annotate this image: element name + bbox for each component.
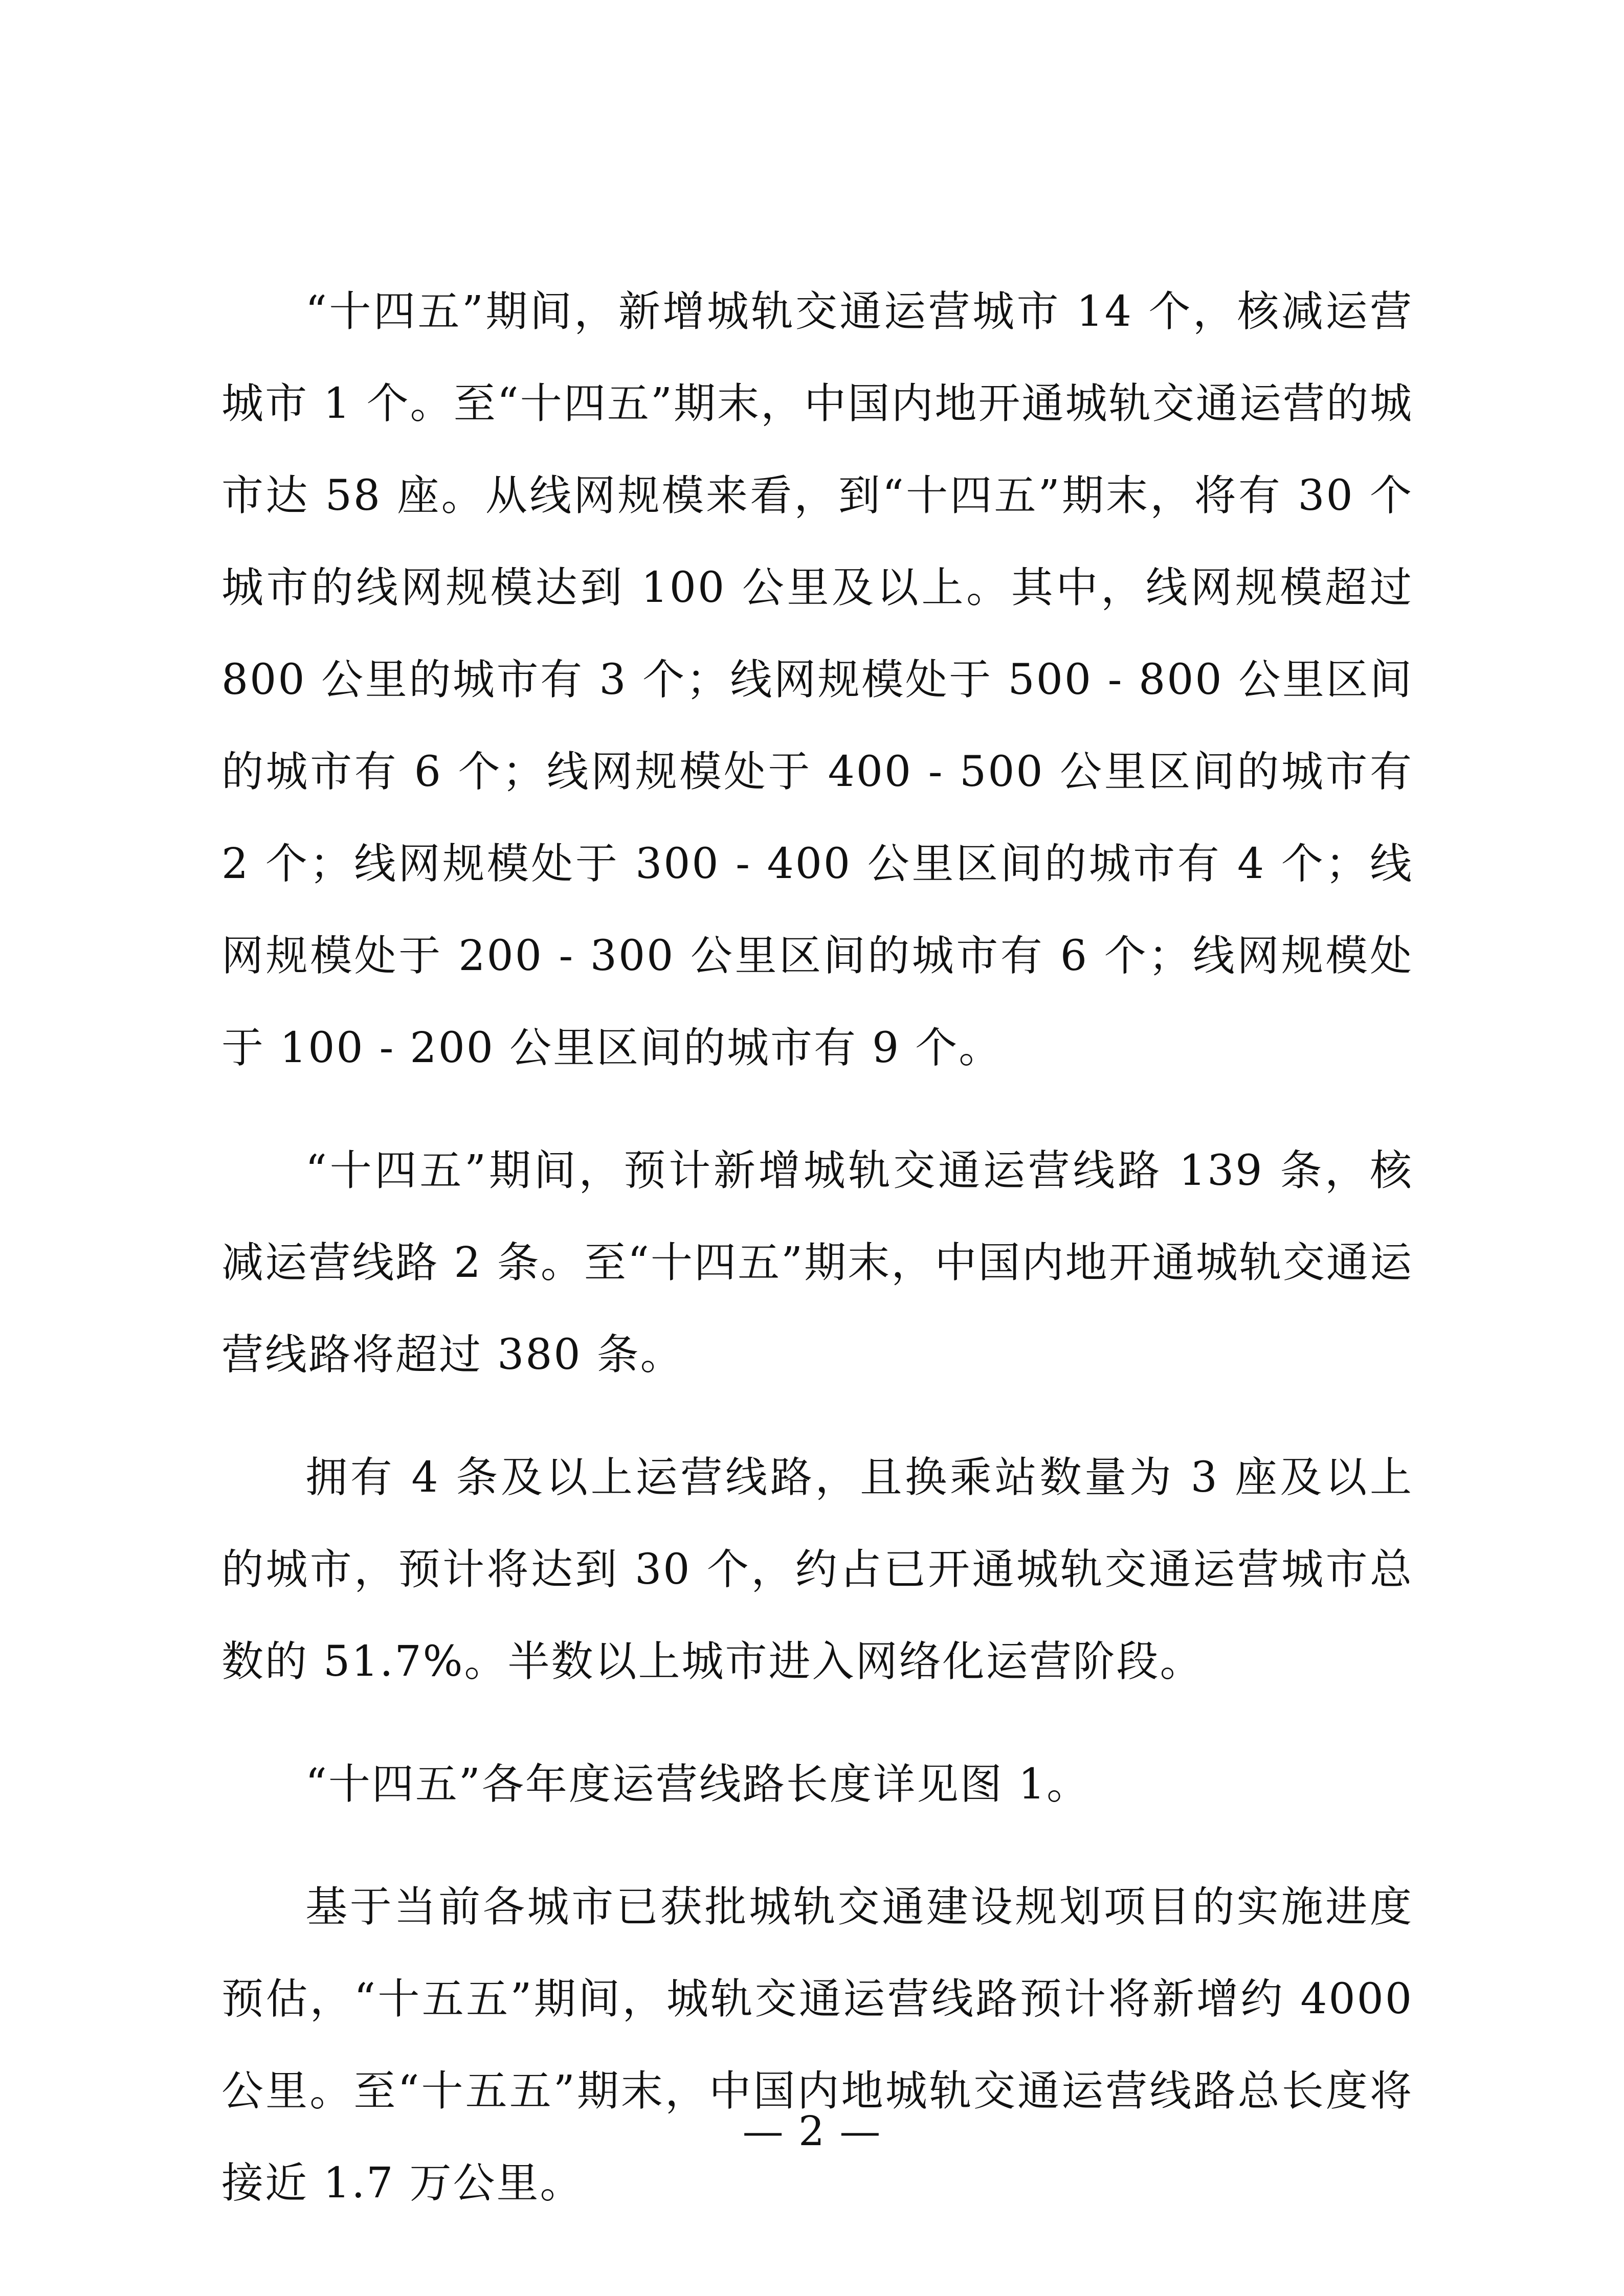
- paragraph-15th-five-year-outlook: 基于当前各城市已获批城轨交通建设规划项目的实施进度预估，“十五五”期间，城轨交通运营线路预计将新增约 4000 公里。至“十五五”期末，中国内地城轨交通运营线路总长度将接近 1.7 万公里。: [221, 1883, 1413, 2208]
- paragraph-network-operation: 拥有 4 条及以上运营线路，且换乘站数量为 3 座及以上的城市，预计将达到 30 个，约占已开通城轨交通运营城市总数的 51.7%。半数以上城市进入网络化运营阶段。: [221, 1453, 1413, 1686]
- paragraph-city-count: “十四五”期间，新增城轨交通运营城市 14 个，核减运营城市 1 个。至“十四五”期末，中国内地开通城轨交通运营的城市达 58 座。从线网规模来看，到“十四五”期末，将有 30 个城市的线网规模达到 100 公里及以上。其中，线网规模超过 800 公里的城市有 3 个；线网规模处于 500 - 800 公里区间的城市有 6 个；线网规模处于 400 - 500 公里区间的城市有 2 个；线网规模处于 300 - 400 公里区间的城市有 4 个；线网规模处于 200 - 300 公里区间的城市有 6 个；线网规模处于 100 - 200 公里区间的城市有 9 个。: [221, 287, 1413, 1072]
- paragraph-line-count: “十四五”期间，预计新增城轨交通运营线路 139 条，核减运营线路 2 条。至“十四五”期末，中国内地开通城轨交通运营线路将超过 380 条。: [221, 1146, 1413, 1379]
- page-number: — 2 —: [742, 2107, 882, 2155]
- document-body: [221, 266, 1413, 2260]
- paragraph-figure-reference: “十四五”各年度运营线路长度详见图 1。: [305, 1760, 1091, 1809]
